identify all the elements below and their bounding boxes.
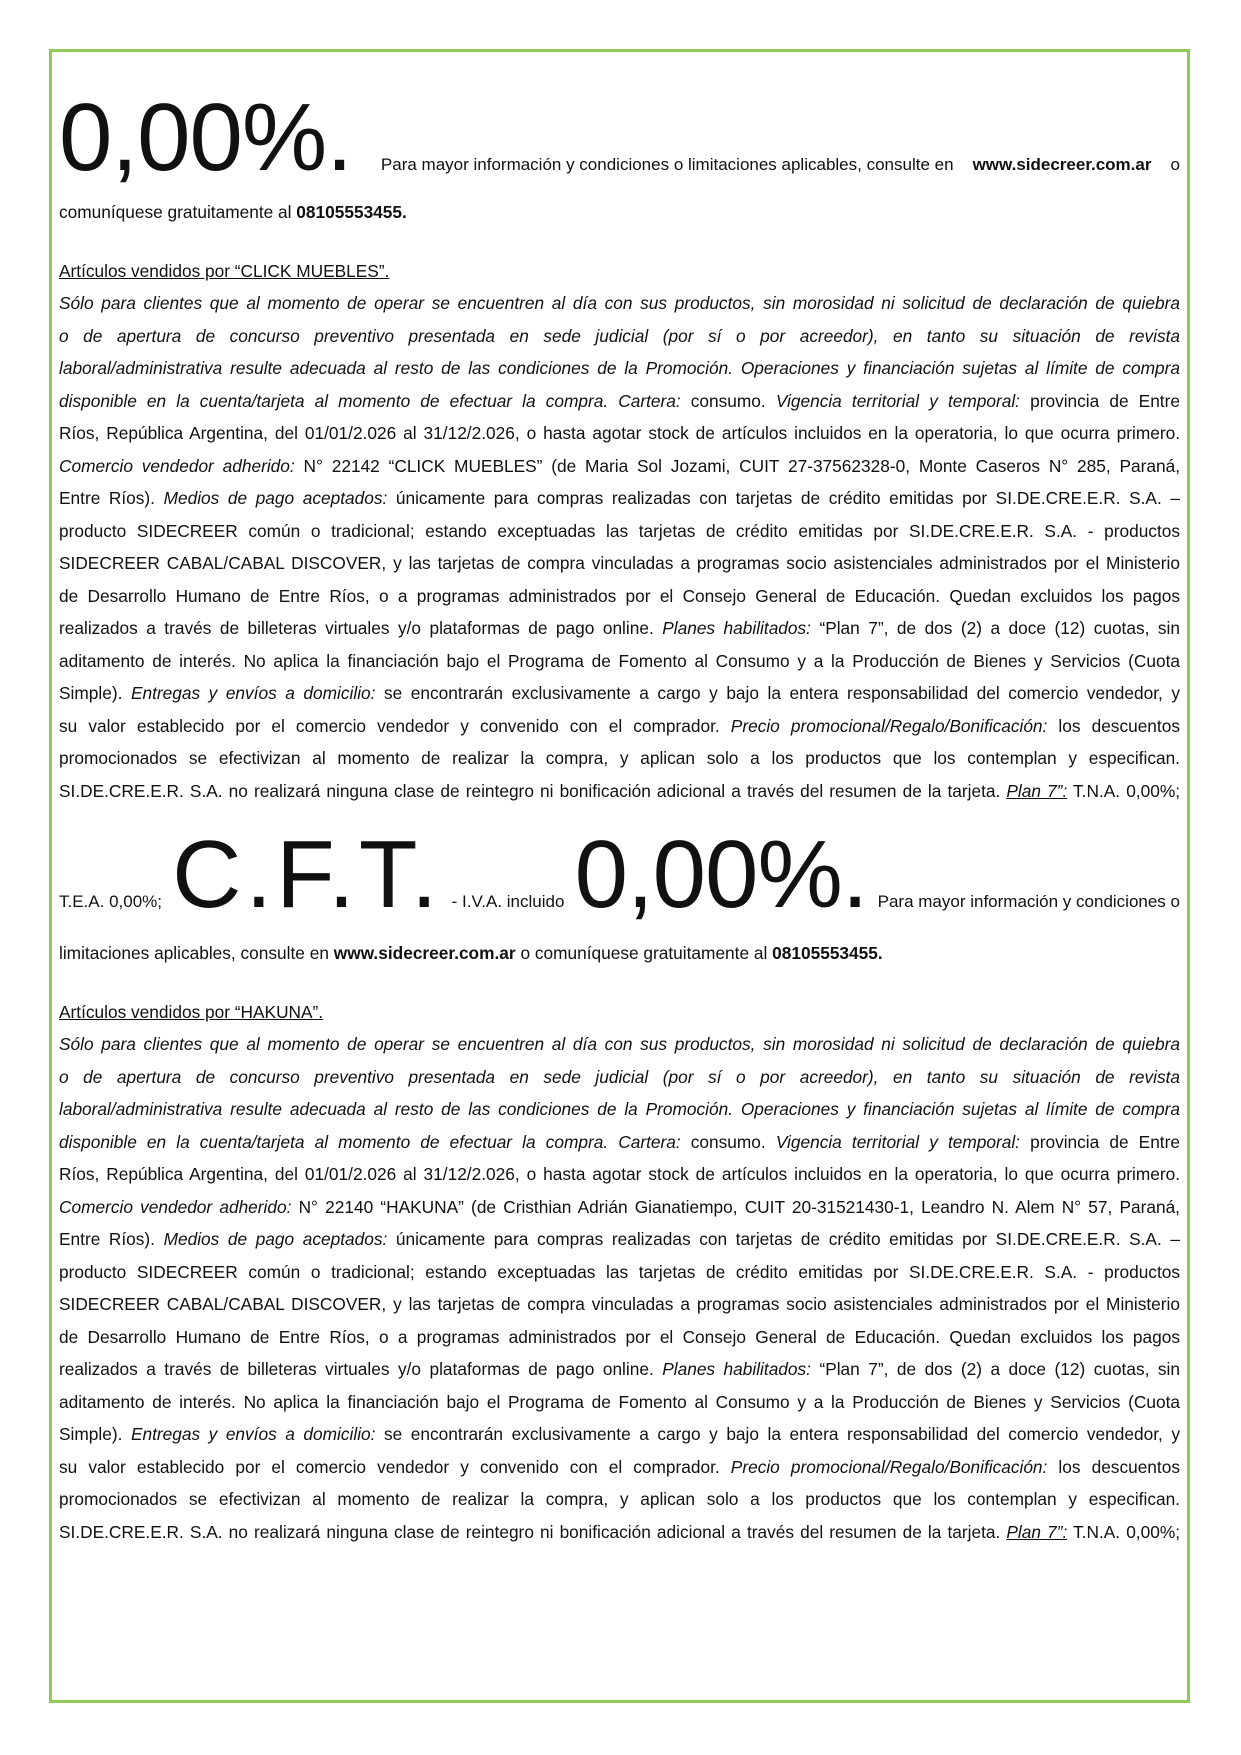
- line-text: producto SIDECREER común o tradicional; estando exceptuadas las tarjetas de crédito emitidas por SI.DE.CRE.E.R. S.A. - productos: [59, 1261, 1180, 1282]
- line-text: aditamento de interés. No aplica la financiación bajo el Programa de Fomento al Consumo y a la Producción de Bienes y Servicios (Cuota: [59, 1391, 1180, 1412]
- paragraph-line: [59, 1158, 1180, 1191]
- line-text: N° 22140 “HAKUNA” (de Cristhian Adrián Gianatiempo, CUIT 20-31521430-1, Leandro N. Alem N° 57, Paraná,: [298, 1196, 1180, 1217]
- paragraph-line: [59, 710, 1180, 743]
- paragraph-line: [59, 482, 1180, 515]
- top-contact-line: [59, 196, 1180, 229]
- top-info-text: Para mayor información y condiciones o limitaciones aplicables, consulte en: [380, 155, 954, 174]
- mid-contact-text: limitaciones aplicables, consulte en: [59, 943, 329, 963]
- line-text: realizados a través de billeteras virtuales y/o plataformas de pago online.: [59, 1359, 654, 1379]
- iva-text: - I.V.A. incluido: [451, 892, 565, 911]
- line-text: su valor establecido por el comercio vendedor y convenido con el comprador.: [59, 1456, 720, 1477]
- mid-url[interactable]: www.sidecreer.com.ar: [333, 943, 516, 963]
- paragraph-line: [59, 1093, 1180, 1126]
- top-contact-text: comuníquese gratuitamente al: [59, 202, 292, 222]
- paragraph-line: [59, 1288, 1180, 1321]
- paragraph-line: [59, 580, 1180, 613]
- section-click-muebles: [59, 255, 1180, 808]
- line-text: N° 22142 “CLICK MUEBLES” (de Maria Sol Jozami, CUIT 27-37562328-0, Monte Caseros N° 285, Paraná,: [303, 455, 1180, 476]
- line-text: únicamente para compras realizadas con tarjetas de crédito emitidas por SI.DE.CRE.E.R. S.A. –: [395, 488, 1180, 508]
- paragraph-line: [59, 1061, 1180, 1094]
- line-text: “Plan 7”, de dos (2) a doce (12) cuotas, sin: [819, 618, 1180, 638]
- paragraph-line: [59, 1353, 1180, 1386]
- line-text: promocionados se efectivizan al momento de realizar la compra, y aplican solo a los productos que los contemplan y especifican.: [59, 1489, 1180, 1509]
- top-big-rate: 0,00%.: [59, 84, 352, 191]
- line-text: realizados a través de billeteras virtuales y/o plataformas de pago online.: [59, 618, 654, 638]
- paragraph-line: [59, 742, 1180, 775]
- line-text: provincia de Entre: [1030, 1131, 1180, 1152]
- mid-contact-text-2: o comuníquese gratuitamente al: [520, 943, 768, 963]
- paragraph-line: [59, 320, 1180, 353]
- line-text: SIDECREER CABAL/CABAL DISCOVER, y las tarjetas de compra vinculadas a programas socio asistenciales administrados por el Ministerio: [59, 553, 1180, 573]
- line-text: SI.DE.CRE.E.R. S.A. no realizará ninguna clase de reintegro ni bonificación adicional a través del resumen de la tarjeta.: [59, 780, 1001, 801]
- paragraph-line: [59, 1516, 1180, 1549]
- paragraph-line: [59, 1321, 1180, 1354]
- line-text: SIDECREER CABAL/CABAL DISCOVER, y las tarjetas de compra vinculadas a programas socio asistenciales administrados por el Ministerio: [59, 1294, 1180, 1314]
- line-text: los descuentos: [1058, 715, 1180, 736]
- line-text: Sólo para clientes que al momento de operar se encuentren al día con sus productos, sin morosidad ni solicitud de declaración de quiebra: [59, 293, 1180, 313]
- line-text: de Desarrollo Humano de Entre Ríos, o a programas administrados por el Consejo General de Educación. Quedan excluidos los pagos: [59, 585, 1180, 606]
- line-text: Ríos, República Argentina, del 01/01/2.026 al 31/12/2.026, o hasta agotar stock de artículos incluidos en la operatoria, lo que ocurra primero.: [59, 423, 1180, 443]
- line-text: se encontrarán exclusivamente a cargo y bajo la entera responsabilidad del comercio vendedor, y: [384, 683, 1180, 703]
- line-text: Medios de pago aceptados:: [163, 488, 388, 508]
- line-text: Entregas y envíos a domicilio:: [130, 683, 376, 703]
- line-text: provincia de Entre: [1030, 390, 1180, 411]
- paragraph-line: [59, 1418, 1180, 1451]
- paragraph-line: [59, 1223, 1180, 1256]
- line-text: Comercio vendedor adherido:: [59, 455, 295, 476]
- document-body: [59, 84, 1180, 1548]
- line-text: consumo.: [690, 1131, 766, 1152]
- line-text: Vigencia territorial y temporal:: [775, 1131, 1020, 1152]
- section-hakuna: [59, 996, 1180, 1549]
- line-text: laboral/administrativa resulte adecuada al resto de las condiciones de la Promoción. Operaciones y financiación sujetas al límite de compra: [59, 1099, 1180, 1119]
- paragraph-line: [59, 645, 1180, 678]
- paragraph-line: [59, 417, 1180, 450]
- line-text: Precio promocional/Regalo/Bonificación:: [730, 1456, 1048, 1477]
- line-text: Precio promocional/Regalo/Bonificación:: [730, 715, 1048, 736]
- line-text: Vigencia territorial y temporal:: [775, 390, 1020, 411]
- line-text: se encontrarán exclusivamente a cargo y bajo la entera responsabilidad del comercio vendedor, y: [384, 1424, 1180, 1444]
- top-phone[interactable]: 08105553455.: [296, 202, 407, 222]
- line-text: Simple).: [59, 683, 123, 703]
- line-text: disponible en la cuenta/tarjeta al momento de efectuar la compra. Cartera:: [59, 390, 681, 411]
- line-text: o de apertura de concurso preventivo presentada en sede judicial (por sí o por acreedor), en tanto su situación de revista: [59, 1066, 1180, 1087]
- line-text: Entre Ríos).: [59, 1229, 155, 1249]
- paragraph-line: [59, 1483, 1180, 1516]
- top-rate-line: [59, 84, 1180, 191]
- paragraph-line: [59, 1191, 1180, 1224]
- mid-rate-line: [59, 821, 1180, 928]
- cft-big: C.F.T.: [172, 821, 442, 928]
- line-text: SI.DE.CRE.E.R. S.A. no realizará ninguna clase de reintegro ni bonificación adicional a través del resumen de la tarjeta.: [59, 1521, 1001, 1542]
- line-text: su valor establecido por el comercio vendedor y convenido con el comprador.: [59, 715, 720, 736]
- line-text: “Plan 7”, de dos (2) a doce (12) cuotas, sin: [819, 1359, 1180, 1379]
- paragraph-line: [59, 1028, 1180, 1061]
- line-text: Entregas y envíos a domicilio:: [130, 1424, 376, 1444]
- line-text: Ríos, República Argentina, del 01/01/2.026 al 31/12/2.026, o hasta agotar stock de artículos incluidos en la operatoria, lo que ocurra primero.: [59, 1164, 1180, 1184]
- paragraph-line: [59, 1126, 1180, 1159]
- paragraph-line: [59, 775, 1180, 808]
- line-text: Planes habilitados:: [662, 1359, 811, 1379]
- paragraph-line: [59, 385, 1180, 418]
- paragraph-line: [59, 515, 1180, 548]
- line-text: Medios de pago aceptados:: [163, 1229, 388, 1249]
- mid-big-rate: 0,00%.: [574, 821, 868, 928]
- top-or: o: [1170, 155, 1180, 174]
- line-text: aditamento de interés. No aplica la financiación bajo el Programa de Fomento al Consumo y a la Producción de Bienes y Servicios (Cuota: [59, 650, 1180, 671]
- paragraph-line: [59, 450, 1180, 483]
- section-heading: Artículos vendidos por “HAKUNA”.: [59, 1001, 324, 1022]
- paragraph-line: [59, 1451, 1180, 1484]
- mid-contact-line: [59, 937, 1180, 970]
- paragraph-line: [59, 677, 1180, 710]
- line-text: Sólo para clientes que al momento de operar se encuentren al día con sus productos, sin morosidad ni solicitud de declaración de quiebra: [59, 1034, 1180, 1054]
- line-text: únicamente para compras realizadas con tarjetas de crédito emitidas por SI.DE.CRE.E.R. S.A. –: [395, 1229, 1180, 1249]
- line-text: T.N.A. 0,00%;: [1073, 780, 1180, 801]
- section-heading: Artículos vendidos por “CLICK MUEBLES”.: [59, 260, 390, 281]
- paragraph-line: [59, 612, 1180, 645]
- line-text: los descuentos: [1058, 1456, 1180, 1477]
- line-text: producto SIDECREER común o tradicional; estando exceptuadas las tarjetas de crédito emitidas por SI.DE.CRE.E.R. S.A. - productos: [59, 520, 1180, 541]
- mid-info-text: Para mayor información y condiciones o: [877, 892, 1180, 911]
- line-text: o de apertura de concurso preventivo presentada en sede judicial (por sí o por acreedor), en tanto su situación de revista: [59, 325, 1180, 346]
- plan-link: Plan 7”:: [1006, 1521, 1068, 1542]
- paragraph-line: [59, 1256, 1180, 1289]
- line-text: T.N.A. 0,00%;: [1073, 1521, 1180, 1542]
- line-text: de Desarrollo Humano de Entre Ríos, o a programas administrados por el Consejo General de Educación. Quedan excluidos los pagos: [59, 1326, 1180, 1347]
- mid-phone[interactable]: 08105553455.: [772, 943, 883, 963]
- plan-link: Plan 7”:: [1006, 780, 1068, 801]
- paragraph-line: [59, 352, 1180, 385]
- tea-text: T.E.A. 0,00%;: [59, 892, 162, 911]
- paragraph-line: [59, 287, 1180, 320]
- line-text: Comercio vendedor adherido:: [59, 1196, 292, 1217]
- top-url[interactable]: www.sidecreer.com.ar: [972, 155, 1152, 174]
- paragraph-line: [59, 547, 1180, 580]
- line-text: disponible en la cuenta/tarjeta al momento de efectuar la compra. Cartera:: [59, 1131, 681, 1152]
- line-text: laboral/administrativa resulte adecuada al resto de las condiciones de la Promoción. Operaciones y financiación sujetas al límite de compra: [59, 358, 1180, 378]
- line-text: promocionados se efectivizan al momento de realizar la compra, y aplican solo a los productos que los contemplan y especifican.: [59, 748, 1180, 768]
- line-text: Entre Ríos).: [59, 488, 155, 508]
- line-text: Simple).: [59, 1424, 123, 1444]
- line-text: Planes habilitados:: [662, 618, 811, 638]
- line-text: consumo.: [690, 390, 766, 411]
- paragraph-line: [59, 1386, 1180, 1419]
